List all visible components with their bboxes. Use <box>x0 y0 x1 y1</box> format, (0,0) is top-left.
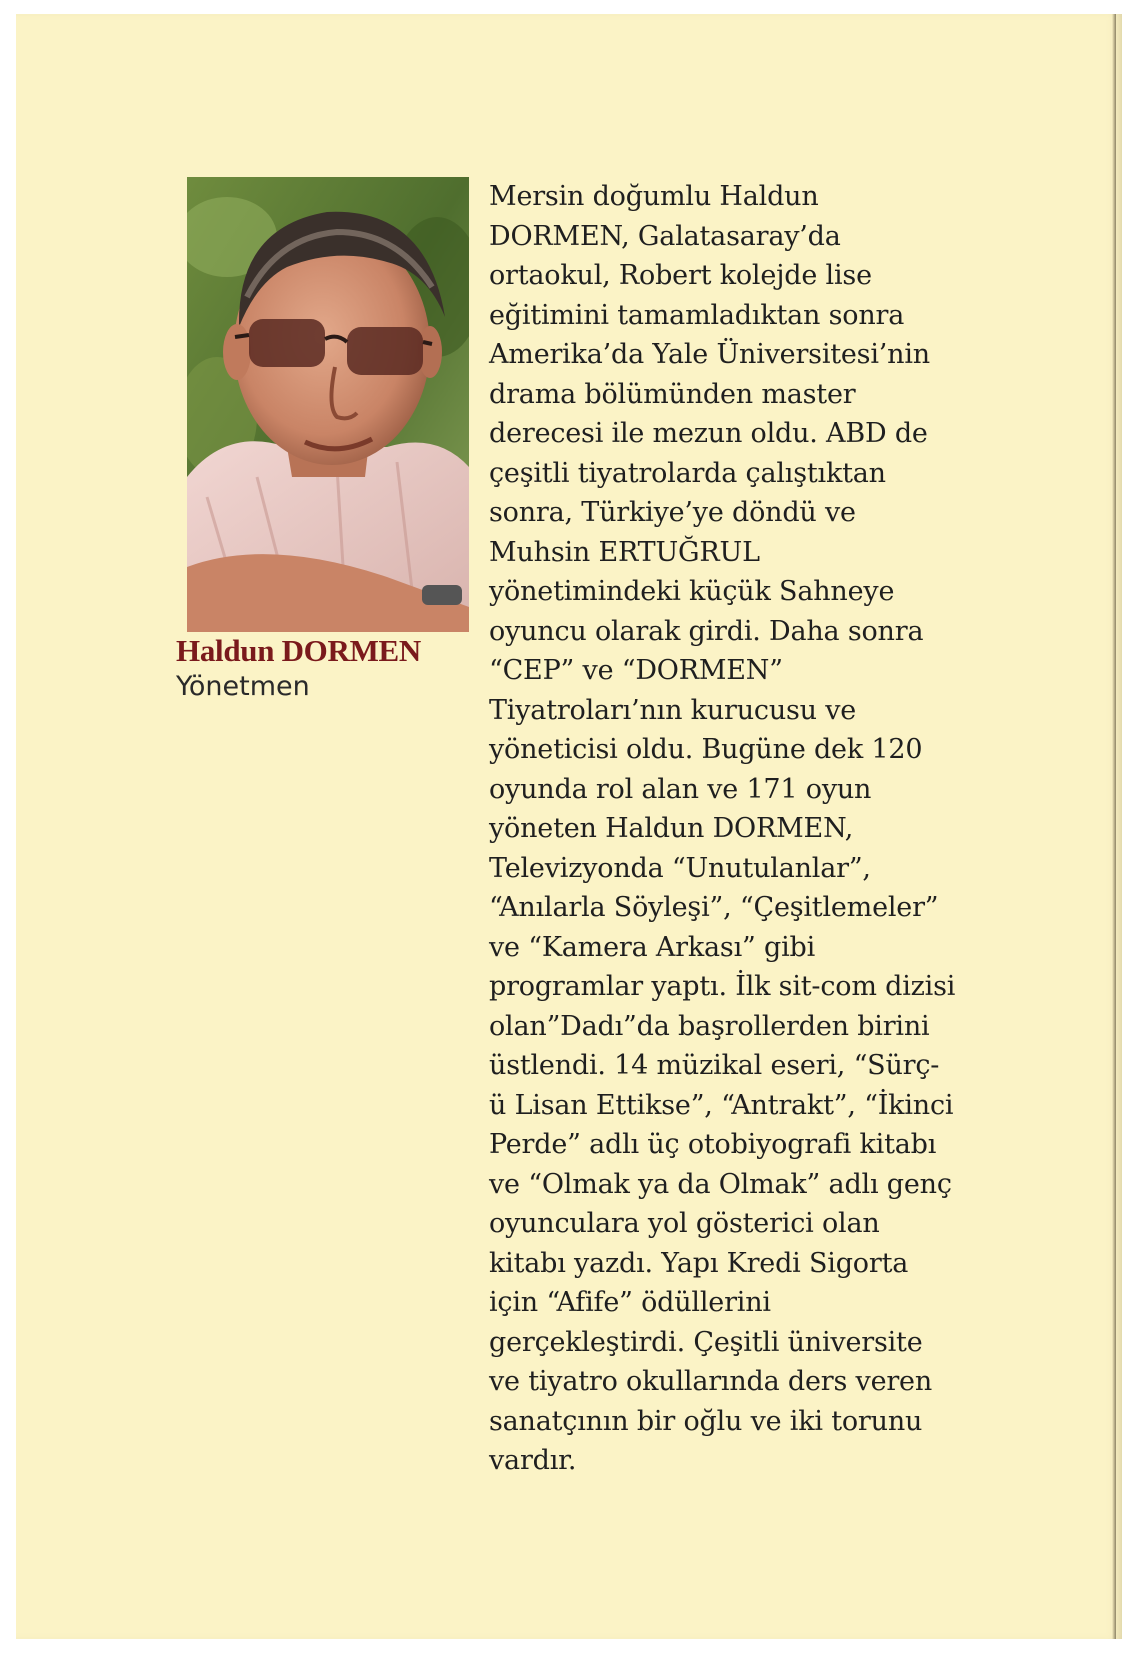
bio-line: üstlendi. 14 müzikal eseri, “Sürç- <box>489 1050 940 1081</box>
bio-line: Muhsin ERTUĞRUL <box>489 536 760 568</box>
bio-line: vardır. <box>489 1445 577 1476</box>
bio-line: ve tiyatro okullarında ders veren <box>489 1366 933 1397</box>
bio-line: çeşitli tiyatrolarda çalıştıktan <box>489 457 886 489</box>
bio-line: Mersin doğumlu Haldun <box>489 181 819 212</box>
person-role: Yönetmen <box>176 671 310 702</box>
bio-line: ve “Olmak ya da Olmak” adlı genç <box>489 1168 952 1200</box>
bio-line: oyunda rol alan ve 171 oyun <box>489 773 872 805</box>
page-edge-shadow <box>1112 14 1116 1639</box>
bio-line: “Anılarla Söyleşi”, “Çeşitlemeler” <box>489 892 939 923</box>
bio-line: sanatçının bir oğlu ve iki torunu <box>489 1405 923 1437</box>
photo-caption <box>176 633 476 705</box>
bio-line: oyunculara yol gösterici olan <box>489 1208 880 1239</box>
bio-line: gerçekleştirdi. Çeşitli üniversite <box>489 1326 923 1358</box>
bio-line: sonra, Türkiye’ye döndü ve <box>489 497 856 528</box>
person-name: Haldun DORMEN <box>176 633 422 668</box>
bio-line: derecesi ile mezun oldu. ABD de <box>489 418 928 449</box>
bio-line: Perde” adlı üç otobiyografi kitabı <box>489 1129 937 1160</box>
bio-line: ve “Kamera Arkası” gibi <box>489 931 816 963</box>
bio-line: “CEP” ve “DORMEN” <box>489 655 783 686</box>
bio-line: Televizyonda “Unutulanlar”, <box>489 852 871 884</box>
bio-line: ortaokul, Robert kolejde lise <box>489 260 872 291</box>
bio-line: olan”Dadı”da başrollerden birini <box>489 1010 930 1042</box>
bio-line: Tiyatroları’nın kurucusu ve <box>489 694 857 726</box>
portrait-photo <box>187 177 469 632</box>
bio-line: drama bölümünden master <box>489 378 856 410</box>
bio-line: yöneticisi oldu. Bugüne dek 120 <box>489 734 923 765</box>
bio-line: eğitimini tamamladıktan sonra <box>489 299 905 331</box>
bio-line: Amerika’da Yale Üniversitesi’nin <box>489 339 930 370</box>
bio-line: kitabı yazdı. Yapı Kredi Sigorta <box>489 1247 909 1279</box>
biography-text <box>489 177 959 1481</box>
bio-line: programlar yaptı. İlk sit-com dizisi <box>489 971 956 1002</box>
bio-line: oyuncu olarak girdi. Daha sonra <box>489 615 924 647</box>
bio-line: ü Lisan Ettikse”, “Antrakt”, “İkinci <box>489 1089 954 1121</box>
bio-line: için “Afife” ödüllerini <box>489 1287 771 1318</box>
bio-line: DORMEN, Galatasaray’da <box>489 220 841 252</box>
bio-line: yönetimindeki küçük Sahneye <box>489 576 895 607</box>
bio-line: yöneten Haldun DORMEN, <box>489 813 854 844</box>
